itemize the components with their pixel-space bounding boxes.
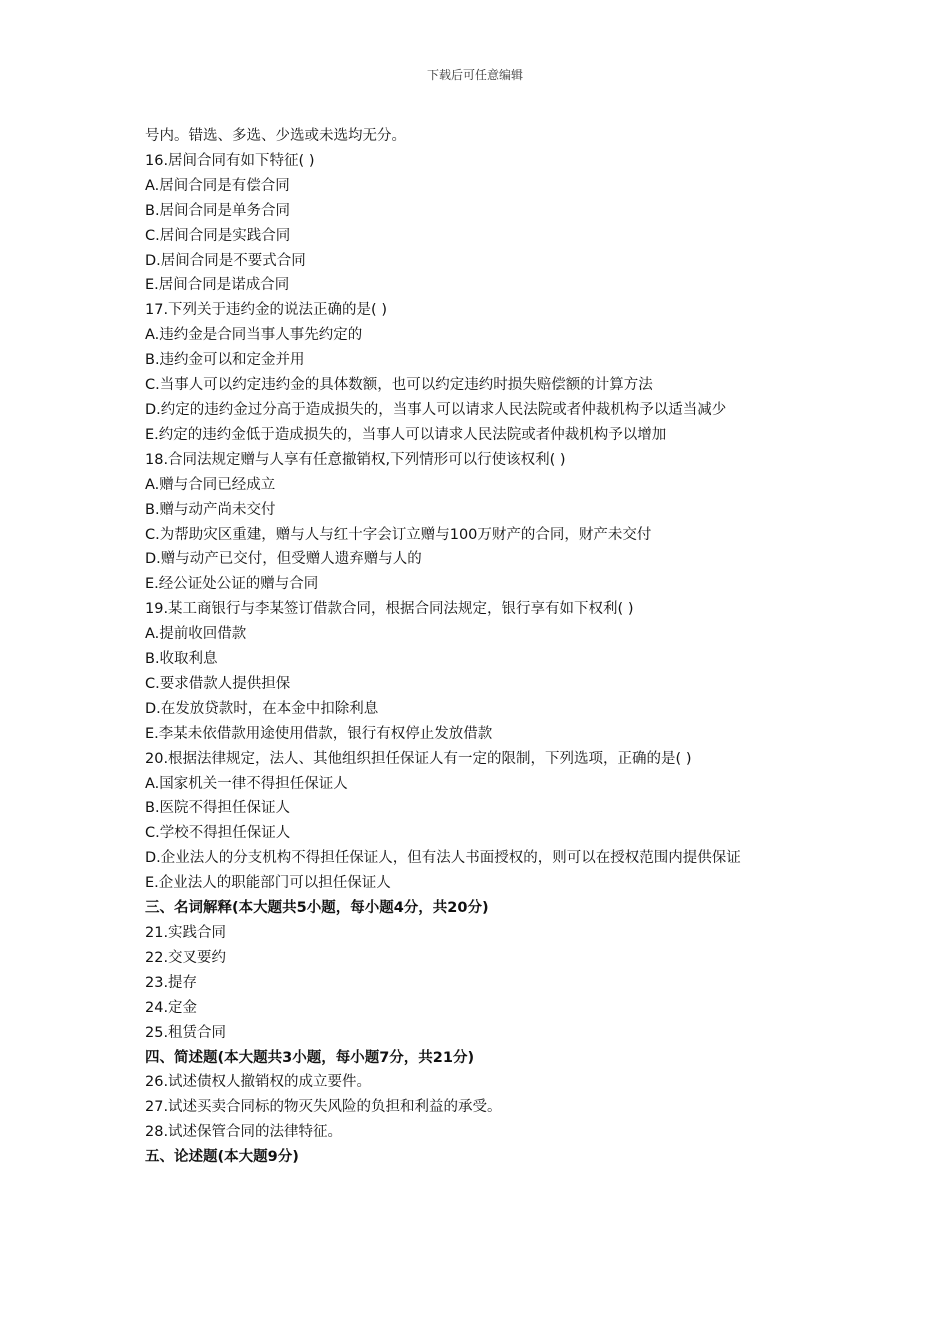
- text-line: 24.定金: [145, 999, 198, 1016]
- text-line: D.约定的违约金过分高于造成损失的，当事人可以请求人民法院或者仲裁机构予以适当减少: [145, 401, 727, 418]
- text-line: C.学校不得担任保证人: [145, 825, 291, 842]
- text-line: 27.试述买卖合同标的物灭失风险的负担和利益的承受。: [145, 1099, 502, 1116]
- text-line: A.违约金是合同当事人事先约定的: [145, 327, 363, 344]
- text-line: B.收取利息: [145, 651, 218, 668]
- text-line: A.国家机关一律不得担任保证人: [145, 775, 348, 792]
- text-line: E.约定的违约金低于造成损失的，当事人可以请求人民法院或者仲裁机构予以增加: [145, 426, 667, 443]
- text-line: 21.实践合同: [145, 925, 227, 941]
- text-line: A.居间合同是有偿合同: [145, 177, 290, 194]
- text-line: C.要求借款人提供担保: [145, 675, 291, 692]
- text-line: 16.居间合同有如下特征( ): [145, 152, 315, 169]
- text-line: 18.合同法规定赠与人享有任意撤销权,下列情形可以行使该权利( ): [145, 451, 566, 468]
- text-line: C.当事人可以约定违约金的具体数额，也可以约定违约时损失赔偿额的计算方法: [145, 377, 653, 394]
- text-line: E.企业法人的职能部门可以担任保证人: [145, 875, 391, 892]
- text-line: B.居间合同是单务合同: [145, 202, 291, 219]
- text-line: A.赠与合同已经成立: [145, 476, 276, 493]
- text-line: 22.交叉要约: [145, 949, 227, 966]
- text-line: A.提前收回借款: [145, 626, 247, 643]
- section-heading: 四、简述题(本大题共3小题，每小题7分，共21分): [145, 1049, 475, 1066]
- text-line: B.赠与动产尚未交付: [145, 501, 276, 518]
- text-line: C.为帮助灾区重建，赠与人与红十字会订立赠与100万财产的合同，财产未交付: [145, 526, 652, 543]
- page-header: 下载后可任意编辑: [426, 68, 523, 82]
- text-line: 25.租赁合同: [145, 1024, 227, 1041]
- text-line: 20.根据法律规定，法人、其他组织担任保证人有一定的限制，下列选项，正确的是( ): [145, 750, 692, 767]
- text-line: D.在发放贷款时，在本金中扣除利息: [145, 700, 379, 717]
- text-line: B.违约金可以和定金并用: [145, 352, 305, 369]
- text-line: E.经公证处公证的赠与合同: [145, 576, 319, 593]
- document-body: [145, 124, 813, 1170]
- text-line: 26.试述债权人撤销权的成立要件。: [145, 1074, 372, 1091]
- text-line: C.居间合同是实践合同: [145, 227, 291, 244]
- text-line: D.居间合同是不要式合同: [145, 252, 306, 269]
- text-line: B.医院不得担任保证人: [145, 800, 291, 817]
- text-line: E.李某未依借款用途使用借款，银行有权停止发放借款: [145, 725, 493, 742]
- text-line: E.居间合同是诺成合同: [145, 277, 290, 294]
- text-line: 23.提存: [145, 974, 198, 991]
- text-line: D.企业法人的分支机构不得担任保证人，但有法人书面授权的，则可以在授权范围内提供保证: [145, 850, 741, 867]
- text-line: 19.某工商银行与李某签订借款合同，根据合同法规定，银行享有如下权利( ): [145, 601, 634, 618]
- text-line: D.赠与动产已交付，但受赠人遗弃赠与人的: [145, 551, 422, 568]
- text-line: 号内。错选、多选、少选或未选均无分。: [145, 128, 406, 144]
- text-line: 17.下列关于违约金的说法正确的是( ): [145, 302, 387, 319]
- section-heading: 三、名词解释(本大题共5小题，每小题4分，共20分): [145, 900, 489, 917]
- text-line: 28.试述保管合同的法律特征。: [145, 1124, 343, 1141]
- section-heading: 五、论述题(本大题9分): [145, 1149, 299, 1166]
